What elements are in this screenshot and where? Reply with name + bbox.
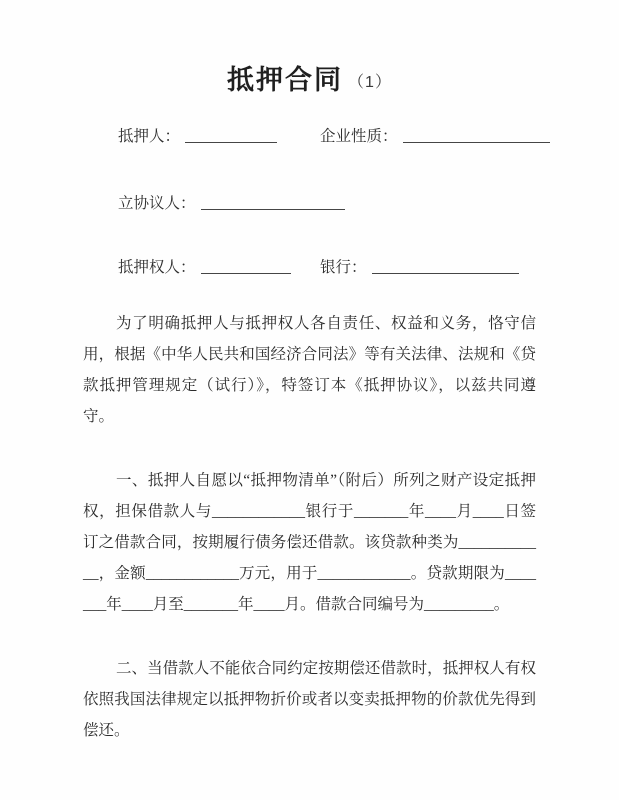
mortgagee-label: 抵押权人： [118,259,196,276]
bank-blank-line [372,259,519,274]
header-fields [118,124,619,275]
mortgagor-label: 抵押人： [118,128,181,145]
bank-label: 银行： [320,259,367,276]
mortgagor-blank-line [185,128,277,143]
mortgagee-blank-line [201,259,291,274]
agreement-maker-label: 立协议人： [118,195,196,212]
title-text: 抵押合同 [227,65,344,95]
field-row-mortgagor [118,124,619,144]
page-title [0,0,619,99]
field-row-mortgagee [118,255,619,275]
field-mortgagor [118,124,320,146]
paragraph-preamble: 为了明确抵押人与抵押权人各自责任、权益和义务，恪守信用，根据《中华人民共和国经济合同法》等有关法律、法规和《贷款抵押管理规定（试行）》，特签订本《抵押协议》，以兹共同遵守。 [83,315,536,425]
enterprise-nature-label: 企业性质： [320,128,398,145]
paragraph-clause-2: 二、当借款人不能依合同约定按期偿还借款时，抵押权人有权依照我国法律规定以抵押物折价或者以变卖抵押物的价款优先得到偿还。 [83,660,536,739]
title-number: （1） [348,74,392,91]
field-mortgagee [118,255,320,277]
enterprise-nature-blank-line [403,128,550,143]
field-row-agreement-maker [118,191,619,211]
paragraph-clause-1: 一、抵押人自愿以“抵押物清单”（附后）所列之财产设定抵押权，担保借款人与____________银行于_______年____月____日签订之借款合同，按期履行债务偿还借款。该贷款种类为____________，金额____________万元，用于____________。贷款期限为_______年____月至_______年____月。借款合同编号为_________。 [83,472,536,613]
agreement-maker-blank-line [201,195,345,210]
